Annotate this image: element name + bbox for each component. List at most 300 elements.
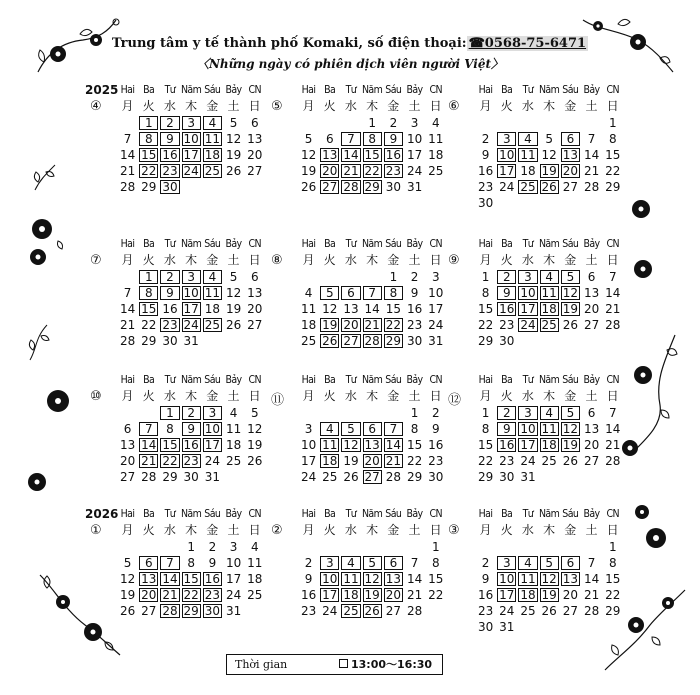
calendar-day: 29 bbox=[141, 180, 157, 194]
interpreter-day: 27 bbox=[364, 470, 380, 484]
calendar-day: 1 bbox=[368, 116, 376, 130]
interpreter-day: 26 bbox=[364, 604, 380, 618]
weekday-label: Ba bbox=[143, 84, 155, 96]
interpreter-day: 10 bbox=[520, 422, 536, 436]
calendar-day: 4 bbox=[304, 286, 313, 300]
calendar-day: 8 bbox=[410, 422, 419, 436]
interpreter-day: 26 bbox=[322, 334, 338, 348]
interpreter-day: 21 bbox=[385, 454, 402, 468]
calendar-day: 27 bbox=[583, 318, 600, 332]
vine-decoration-left-2 bbox=[25, 320, 55, 365]
interpreter-day: 17 bbox=[183, 302, 199, 316]
interpreter-day: 23 bbox=[385, 164, 402, 178]
interpreter-day: 22 bbox=[183, 588, 199, 602]
flower-decoration-right-3 bbox=[615, 330, 690, 460]
calendar-day: 15 bbox=[605, 148, 621, 162]
weekday-kanji: 木 bbox=[366, 523, 379, 537]
month-label: ⑫ bbox=[448, 393, 462, 408]
interpreter-day: 30 bbox=[204, 604, 221, 618]
calendar-day: 15 bbox=[477, 438, 494, 452]
calendar-day: 18 bbox=[300, 318, 317, 332]
interpreter-day: 15 bbox=[141, 302, 157, 316]
weekday-kanji: 日 bbox=[248, 389, 261, 403]
weekday-kanji: 木 bbox=[185, 99, 198, 113]
interpreter-day: 20 bbox=[385, 588, 402, 602]
calendar-day: 16 bbox=[406, 302, 423, 316]
weekday-kanji: 木 bbox=[185, 253, 198, 267]
interpreter-day: 21 bbox=[162, 588, 178, 602]
calendar-day: 29 bbox=[605, 180, 621, 194]
calendar-day: 10 bbox=[225, 556, 242, 570]
flower-decoration-left-1 bbox=[22, 215, 67, 275]
weekday-label: Sáu bbox=[385, 84, 402, 96]
calendar-day: 23 bbox=[477, 180, 494, 194]
weekday-kanji: 火 bbox=[142, 389, 155, 403]
calendar-day: 31 bbox=[428, 334, 444, 348]
interpreter-day: 28 bbox=[343, 180, 359, 194]
month-calendar bbox=[271, 373, 468, 513]
calendar-day: 24 bbox=[499, 604, 515, 618]
weekday-kanji: 土 bbox=[408, 389, 421, 403]
interpreter-day: 4 bbox=[540, 406, 559, 420]
calendar-day: 29 bbox=[477, 334, 494, 348]
calendar-day: 9 bbox=[431, 422, 440, 436]
weekday-kanji: 水 bbox=[163, 389, 176, 403]
weekday-kanji: 木 bbox=[366, 253, 379, 267]
interpreter-day: 6 bbox=[561, 132, 580, 146]
calendar-day: 27 bbox=[247, 164, 263, 178]
weekday-kanji: 日 bbox=[429, 253, 442, 267]
weekday-kanji: 火 bbox=[500, 253, 513, 267]
weekday-kanji: 水 bbox=[521, 523, 534, 537]
interpreter-day: 21 bbox=[364, 318, 380, 332]
weekday-kanji: 火 bbox=[500, 99, 513, 113]
calendar-day: 6 bbox=[325, 132, 334, 146]
weekday-label: CN bbox=[248, 374, 261, 386]
calendar-day: 11 bbox=[247, 556, 263, 570]
interpreter-day: 23 bbox=[162, 164, 178, 178]
weekday-label: Sáu bbox=[204, 84, 221, 96]
weekday-kanji: 金 bbox=[206, 253, 219, 267]
calendar-day: 20 bbox=[247, 302, 263, 316]
weekday-label: Tư bbox=[522, 238, 534, 250]
weekday-label: Tư bbox=[345, 508, 357, 520]
weekday-kanji: 月 bbox=[302, 523, 315, 537]
calendar-day: 19 bbox=[225, 148, 242, 162]
calendar-day: 21 bbox=[119, 164, 136, 178]
interpreter-day: 6 bbox=[384, 556, 403, 570]
weekday-kanji: 金 bbox=[564, 523, 577, 537]
weekday-kanji: 土 bbox=[585, 253, 598, 267]
calendar-day: 17 bbox=[428, 302, 444, 316]
calendar-day: 14 bbox=[364, 302, 380, 316]
interpreter-day: 25 bbox=[204, 318, 221, 332]
weekday-label: Hai bbox=[301, 238, 316, 250]
weekday-kanji: 水 bbox=[521, 253, 534, 267]
calendar-day: 13 bbox=[583, 286, 600, 300]
interpreter-day: 9 bbox=[384, 132, 403, 146]
weekday-kanji: 木 bbox=[543, 523, 556, 537]
interpreter-day: 10 bbox=[204, 422, 221, 436]
weekday-kanji: 日 bbox=[248, 253, 261, 267]
interpreter-day: 9 bbox=[160, 286, 179, 300]
interpreter-day: 9 bbox=[497, 286, 516, 300]
interpreter-day: 26 bbox=[541, 180, 557, 194]
calendar-day: 12 bbox=[225, 286, 242, 300]
calendar-day: 8 bbox=[431, 556, 440, 570]
interpreter-day: 5 bbox=[320, 286, 339, 300]
interpreter-day: 11 bbox=[541, 286, 557, 300]
weekday-label: Ba bbox=[143, 508, 155, 520]
calendar-day: 1 bbox=[410, 406, 419, 420]
flower-decoration-right-2 bbox=[625, 255, 660, 285]
interpreter-day: 14 bbox=[385, 438, 402, 452]
month-calendar bbox=[90, 373, 287, 513]
interpreter-day: 18 bbox=[541, 438, 557, 452]
calendar-day: 19 bbox=[247, 438, 263, 452]
weekday-kanji: 金 bbox=[387, 253, 400, 267]
interpreter-day: 21 bbox=[343, 164, 359, 178]
weekday-label: Bảy bbox=[406, 508, 423, 520]
year-label: 2025 bbox=[85, 83, 119, 97]
weekday-kanji: 日 bbox=[606, 389, 619, 403]
interpreter-day: 19 bbox=[364, 588, 380, 602]
interpreter-day: 21 bbox=[141, 454, 157, 468]
weekday-kanji: 水 bbox=[344, 389, 357, 403]
interpreter-day: 11 bbox=[204, 132, 221, 146]
calendar-day: 12 bbox=[119, 572, 136, 586]
interpreter-day: 3 bbox=[518, 270, 537, 284]
calendar-day: 13 bbox=[247, 132, 263, 146]
interpreter-day: 2 bbox=[160, 270, 179, 284]
interpreter-day: 3 bbox=[497, 556, 516, 570]
weekday-label: Năm bbox=[538, 508, 560, 520]
calendar-day: 12 bbox=[300, 148, 317, 162]
weekday-label: Hai bbox=[478, 238, 493, 250]
weekday-label: Bảy bbox=[583, 84, 600, 96]
calendar-day: 12 bbox=[322, 302, 338, 316]
weekday-kanji: 金 bbox=[564, 99, 577, 113]
calendar-day: 7 bbox=[123, 286, 132, 300]
weekday-kanji: 土 bbox=[408, 253, 421, 267]
weekday-kanji: 水 bbox=[163, 253, 176, 267]
weekday-kanji: 水 bbox=[344, 523, 357, 537]
calendar-day: 28 bbox=[583, 180, 600, 194]
month-calendar bbox=[85, 83, 287, 223]
weekday-kanji: 水 bbox=[163, 523, 176, 537]
calendar-day: 19 bbox=[119, 588, 136, 602]
calendar-day: 25 bbox=[300, 334, 317, 348]
weekday-kanji: 火 bbox=[500, 523, 513, 537]
weekday-label: Ba bbox=[501, 84, 513, 96]
interpreter-day: 29 bbox=[385, 334, 402, 348]
calendar-day: 30 bbox=[183, 470, 199, 484]
calendar-day: 26 bbox=[562, 454, 579, 468]
month-label: ① bbox=[90, 523, 102, 538]
interpreter-day: 17 bbox=[520, 438, 536, 452]
calendar-day: 1 bbox=[481, 406, 490, 420]
weekday-kanji: 水 bbox=[344, 99, 357, 113]
interpreter-day: 28 bbox=[364, 334, 380, 348]
calendar-day: 31 bbox=[183, 334, 199, 348]
interpreter-day: 12 bbox=[343, 438, 359, 452]
interpreter-day: 27 bbox=[322, 180, 338, 194]
weekday-kanji: 火 bbox=[323, 253, 336, 267]
month-label: ⑨ bbox=[448, 253, 460, 268]
month-calendar bbox=[271, 507, 468, 647]
calendar-day: 29 bbox=[477, 470, 494, 484]
interpreter-day: 25 bbox=[520, 180, 536, 194]
weekday-label: Hai bbox=[120, 374, 135, 386]
weekday-label: Hai bbox=[478, 508, 493, 520]
calendar-day: 3 bbox=[229, 540, 238, 554]
calendar-day: 23 bbox=[499, 454, 515, 468]
calendar-day: 30 bbox=[162, 334, 178, 348]
calendar-day: 18 bbox=[225, 438, 242, 452]
calendar-day: 2 bbox=[431, 406, 440, 420]
interpreter-day: 13 bbox=[385, 572, 402, 586]
interpreter-day: 16 bbox=[385, 148, 402, 162]
weekday-label: Bảy bbox=[583, 374, 600, 386]
calendar-day: 31 bbox=[520, 470, 536, 484]
calendar-day: 26 bbox=[225, 318, 242, 332]
calendar-day: 21 bbox=[605, 438, 621, 452]
interpreter-day: 4 bbox=[203, 116, 222, 130]
interpreter-day: 4 bbox=[320, 422, 339, 436]
interpreter-day: 6 bbox=[341, 286, 360, 300]
calendar-day: 5 bbox=[229, 116, 238, 130]
month-label: ⑤ bbox=[271, 99, 283, 114]
interpreter-day: 22 bbox=[364, 164, 380, 178]
interpreter-day: 7 bbox=[363, 286, 382, 300]
weekday-kanji: 月 bbox=[479, 389, 492, 403]
interpreter-day: 8 bbox=[384, 286, 403, 300]
calendar-day: 30 bbox=[499, 470, 515, 484]
calendar-day: 25 bbox=[541, 454, 557, 468]
weekday-kanji: 日 bbox=[606, 523, 619, 537]
interpreter-day: 16 bbox=[183, 438, 199, 452]
calendar-day: 21 bbox=[583, 164, 600, 178]
weekday-label: CN bbox=[606, 374, 619, 386]
calendar-day: 13 bbox=[583, 422, 600, 436]
month-calendar bbox=[448, 83, 645, 223]
weekday-label: Năm bbox=[361, 374, 383, 386]
interpreter-day: 18 bbox=[520, 588, 536, 602]
month-label: ⑧ bbox=[271, 253, 283, 268]
calendar-day: 22 bbox=[141, 318, 157, 332]
month-label: ⑦ bbox=[90, 253, 102, 268]
interpreter-day: 15 bbox=[183, 572, 199, 586]
weekday-label: Sáu bbox=[385, 238, 402, 250]
calendar-day: 15 bbox=[477, 302, 494, 316]
calendar-day: 24 bbox=[520, 454, 536, 468]
calendar-day: 15 bbox=[428, 572, 444, 586]
calendar-day: 2 bbox=[410, 270, 419, 284]
calendar-day: 27 bbox=[583, 454, 600, 468]
title-text: Trung tâm y tế thành phố Komaki, số điện thoại: bbox=[111, 36, 467, 51]
weekday-label: Bảy bbox=[225, 508, 242, 520]
calendar-day: 30 bbox=[428, 470, 444, 484]
calendar-day: 15 bbox=[406, 438, 423, 452]
interpreter-day: 8 bbox=[363, 132, 382, 146]
weekday-kanji: 木 bbox=[366, 99, 379, 113]
calendar-day: 26 bbox=[541, 604, 557, 618]
interpreter-day: 1 bbox=[160, 406, 179, 420]
interpreter-day: 30 bbox=[162, 180, 178, 194]
calendar-day: 22 bbox=[605, 588, 621, 602]
calendar-day: 6 bbox=[250, 116, 259, 130]
interpreter-day: 2 bbox=[182, 406, 201, 420]
weekday-label: Tư bbox=[164, 238, 176, 250]
calendar-day: 6 bbox=[587, 270, 596, 284]
interpreter-day: 19 bbox=[562, 302, 579, 316]
calendar-day: 27 bbox=[141, 604, 157, 618]
interpreter-day: 12 bbox=[541, 572, 557, 586]
weekday-kanji: 火 bbox=[323, 389, 336, 403]
calendar-day: 28 bbox=[385, 470, 402, 484]
calendar-day: 5 bbox=[229, 270, 238, 284]
calendar-day: 2 bbox=[208, 540, 217, 554]
calendar-day: 10 bbox=[406, 132, 423, 146]
hours-box bbox=[226, 654, 443, 675]
weekday-label: CN bbox=[248, 508, 261, 520]
interpreter-day: 13 bbox=[562, 572, 579, 586]
weekday-label: Năm bbox=[538, 374, 560, 386]
month-label: ④ bbox=[90, 99, 102, 114]
weekday-label: Ba bbox=[324, 508, 336, 520]
calendar-day: 1 bbox=[608, 116, 617, 130]
flower-decoration-left-2 bbox=[40, 385, 75, 420]
month-label: ③ bbox=[448, 523, 460, 538]
weekday-kanji: 土 bbox=[408, 99, 421, 113]
weekday-kanji: 水 bbox=[521, 389, 534, 403]
interpreter-day: 12 bbox=[364, 572, 380, 586]
interpreter-day: 16 bbox=[204, 572, 221, 586]
calendar-day: 3 bbox=[431, 270, 440, 284]
interpreter-day: 17 bbox=[183, 148, 199, 162]
calendar-day: 30 bbox=[499, 334, 515, 348]
interpreter-day: 4 bbox=[341, 556, 360, 570]
interpreter-day: 15 bbox=[141, 148, 157, 162]
interpreter-day: 4 bbox=[518, 132, 537, 146]
month-label: ⑪ bbox=[271, 393, 285, 408]
interpreter-day: 18 bbox=[322, 454, 338, 468]
weekday-kanji: 土 bbox=[585, 523, 598, 537]
interpreter-day: 5 bbox=[341, 422, 360, 436]
interpreter-day: 4 bbox=[203, 270, 222, 284]
month-calendar bbox=[90, 237, 287, 377]
flower-decoration-right-1 bbox=[625, 195, 660, 225]
interpreter-day: 19 bbox=[562, 438, 579, 452]
weekday-kanji: 火 bbox=[500, 389, 513, 403]
interpreter-day: 11 bbox=[541, 422, 557, 436]
interpreter-day: 10 bbox=[183, 132, 199, 146]
weekday-label: CN bbox=[606, 238, 619, 250]
calendar-day: 9 bbox=[410, 286, 419, 300]
interpreter-day: 7 bbox=[139, 422, 158, 436]
interpreter-day: 3 bbox=[182, 116, 201, 130]
calendar-day: 28 bbox=[141, 470, 157, 484]
interpreter-day: 6 bbox=[561, 556, 580, 570]
interpreter-day: 20 bbox=[322, 164, 338, 178]
interpreter-day: 14 bbox=[162, 572, 178, 586]
weekday-kanji: 土 bbox=[227, 253, 240, 267]
calendar-day: 14 bbox=[406, 572, 423, 586]
flower-decoration-left-3 bbox=[25, 470, 50, 495]
weekday-label: Tư bbox=[522, 374, 534, 386]
calendar-day: 14 bbox=[583, 572, 600, 586]
weekday-kanji: 月 bbox=[121, 523, 134, 537]
interpreter-day: 20 bbox=[562, 164, 579, 178]
weekday-label: Sáu bbox=[204, 508, 221, 520]
calendar-day: 20 bbox=[119, 454, 136, 468]
calendar-day: 22 bbox=[477, 454, 494, 468]
interpreter-day: 19 bbox=[541, 588, 557, 602]
interpreter-day: 19 bbox=[322, 318, 338, 332]
calendar-day: 16 bbox=[428, 438, 444, 452]
weekday-kanji: 日 bbox=[248, 523, 261, 537]
calendar-day: 8 bbox=[187, 556, 195, 570]
calendar-day: 28 bbox=[119, 180, 136, 194]
interpreter-day: 15 bbox=[162, 438, 178, 452]
interpreter-day: 8 bbox=[139, 286, 158, 300]
calendar-day: 24 bbox=[499, 180, 515, 194]
weekday-kanji: 木 bbox=[366, 389, 379, 403]
interpreter-day: 20 bbox=[364, 454, 380, 468]
interpreter-day: 9 bbox=[497, 422, 516, 436]
interpreter-day: 11 bbox=[520, 148, 536, 162]
interpreter-day: 25 bbox=[541, 318, 557, 332]
weekday-label: Ba bbox=[324, 84, 336, 96]
calendar-day: 31 bbox=[406, 180, 423, 194]
weekday-label: Bảy bbox=[583, 508, 600, 520]
calendar-day: 17 bbox=[406, 148, 423, 162]
weekday-label: Hai bbox=[478, 84, 493, 96]
calendar-day: 13 bbox=[119, 438, 136, 452]
weekday-label: Tư bbox=[522, 508, 534, 520]
weekday-label: Tư bbox=[345, 374, 357, 386]
calendar-day: 24 bbox=[204, 454, 221, 468]
weekday-kanji: 日 bbox=[429, 389, 442, 403]
flower-decoration-bottom-right bbox=[600, 585, 690, 675]
weekday-label: Hai bbox=[120, 238, 135, 250]
interpreter-day: 17 bbox=[204, 438, 221, 452]
weekday-label: Sáu bbox=[204, 238, 221, 250]
phone-number[interactable]: ☎0568-75-6471 bbox=[468, 36, 587, 51]
calendar-day: 18 bbox=[428, 148, 444, 162]
weekday-label: Năm bbox=[180, 374, 202, 386]
calendar-day: 3 bbox=[304, 422, 313, 436]
weekday-label: Sáu bbox=[562, 238, 579, 250]
calendar-day: 8 bbox=[481, 422, 490, 436]
interpreter-day: 5 bbox=[540, 556, 559, 570]
calendar-day: 7 bbox=[123, 132, 132, 146]
weekday-kanji: 月 bbox=[479, 99, 492, 113]
weekday-kanji: 月 bbox=[121, 99, 134, 113]
interpreter-day: 12 bbox=[562, 286, 579, 300]
interpreter-day: 19 bbox=[541, 164, 557, 178]
calendar-day: 17 bbox=[225, 572, 242, 586]
calendar-day: 14 bbox=[119, 302, 136, 316]
calendar-day: 26 bbox=[247, 454, 263, 468]
weekday-label: Hai bbox=[301, 84, 316, 96]
interpreter-day: 11 bbox=[520, 572, 536, 586]
interpreter-day: 5 bbox=[561, 406, 580, 420]
month-label: ⑩ bbox=[90, 389, 102, 404]
interpreter-day: 17 bbox=[322, 588, 338, 602]
interpreter-day: 3 bbox=[320, 556, 339, 570]
weekday-label: Sáu bbox=[385, 508, 402, 520]
